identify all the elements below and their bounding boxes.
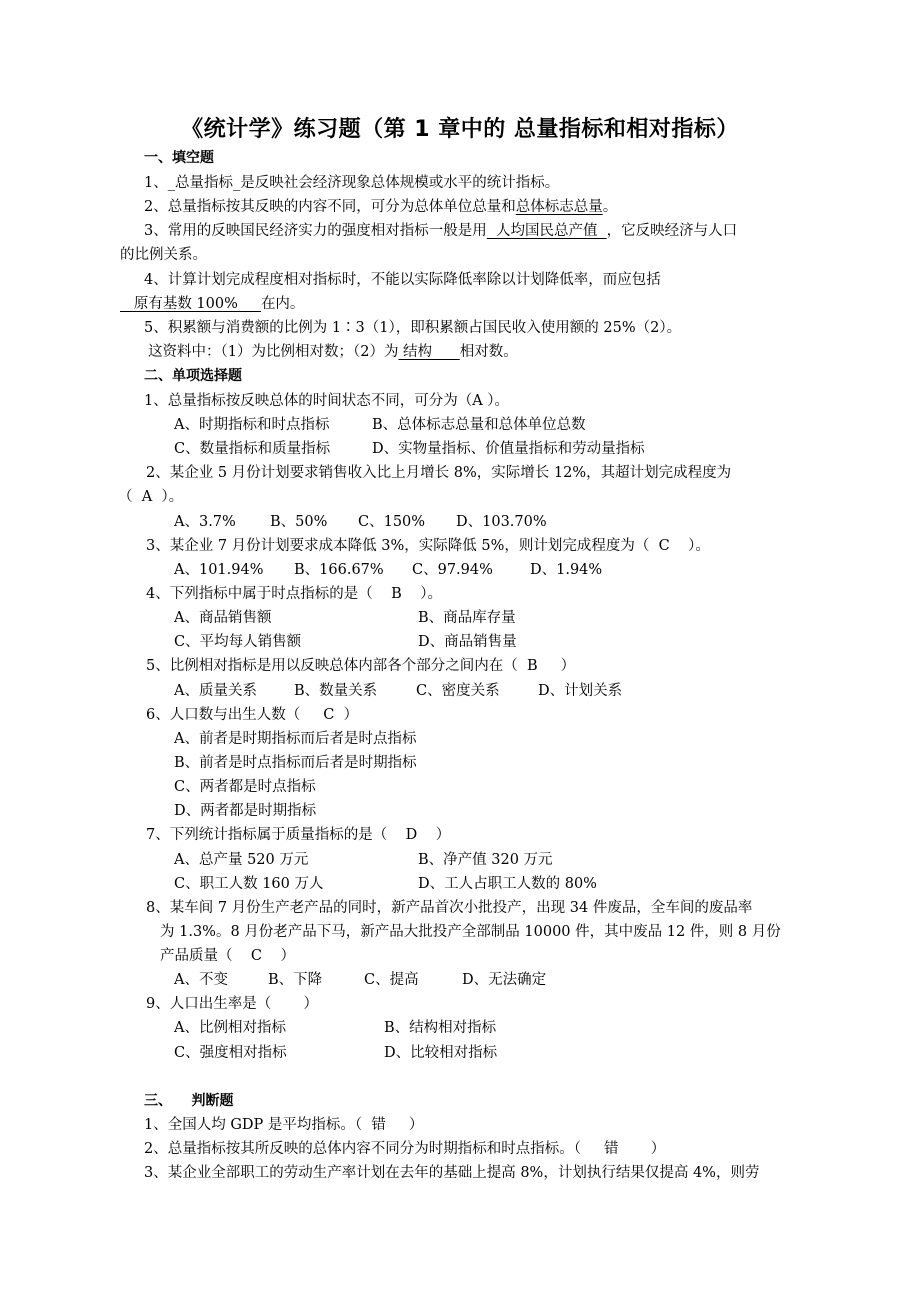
fill-question-2: 2、总量指标按其反映的内容不同，可分为总体单位总量和总体标志总量。 <box>144 199 618 215</box>
choice-question-9: 9、人口出生率是（ ） <box>146 996 318 1012</box>
choice-question-2-cont: （ A ）。 <box>118 489 184 505</box>
option-d: D、103.70% <box>456 514 547 530</box>
choice-question-8-cont2: 产品质量（ C ） <box>160 948 295 964</box>
choice-question-6: 6、人口数与出生人数（ C ） <box>146 707 359 723</box>
option-a: A、比例相对指标 <box>174 1020 286 1036</box>
judge-question-2: 2、总量指标按其所反映的总体内容不同分为时期指标和时点指标。（ 错 ） <box>144 1141 666 1157</box>
option-c: C、职工人数 160 万人 <box>174 876 324 892</box>
judge-question-3: 3、某企业全部职工的劳动生产率计划在去年的基础上提高 8%，计划执行结果仅提高 4%，则劳 <box>144 1165 760 1181</box>
option-b: B、166.67% <box>294 562 384 578</box>
answer-blank: 原有基数 100% <box>120 296 261 312</box>
choice-question-2: 2、某企业 5 月份计划要求销售收入比上月增长 8%，实际增长 12%，其超计划完成程度为 <box>146 465 732 481</box>
page-title: 《统计学》练习题（第 1 章中的 总量指标和相对指标） <box>181 117 739 142</box>
option-b: B、商品库存量 <box>418 610 516 626</box>
option-d: D、比较相对指标 <box>384 1045 498 1061</box>
choice-question-8: 8、某车间 7 月份生产老产品的同时，新产品首次小批投产，出现 34 件废品，全车间的废品率 <box>146 900 753 916</box>
fill-question-1: 1、_总量指标_是反映社会经济现象总体规模或水平的统计指标。 <box>144 175 560 191</box>
fill-question-5: 5、积累额与消费额的比例为 1∶3（1），即积累额占国民收入使用额的 25%（2）。 <box>144 320 682 336</box>
answer-blank: 人均国民总产值 <box>486 223 607 239</box>
choice-question-8-cont: 为 1.3%。8 月份老产品下马，新产品大批投产全部制品 10000 件，其中废品 12 件，则 8 月份 <box>160 924 781 940</box>
option-d: D、1.94% <box>530 562 603 578</box>
option-c: C、密度关系 <box>416 683 500 699</box>
option-a: A、总产量 520 万元 <box>174 852 309 868</box>
option-a: A、质量关系 <box>174 683 257 699</box>
option-c: C、强度相对指标 <box>174 1045 287 1061</box>
option-a: A、3.7% <box>174 514 236 530</box>
option-b: B、下降 <box>268 972 323 988</box>
option-b: B、净产值 320 万元 <box>418 852 553 868</box>
option-a: A、前者是时期指标而后者是时点指标 <box>174 731 417 747</box>
choice-question-5: 5、比例相对指标是用以反映总体内部各个部分之间内在（ B ） <box>146 658 576 674</box>
option-d: D、无法确定 <box>462 972 547 988</box>
option-b: B、数量关系 <box>294 683 378 699</box>
option-a: A、时期指标和时点指标 <box>174 417 330 433</box>
option-d: D、工人占职工人数的 80% <box>418 876 597 892</box>
answer-blank: 总体标志总量 <box>515 199 603 215</box>
option-d: D、计划关系 <box>538 683 623 699</box>
option-b: B、结构相对指标 <box>384 1020 497 1036</box>
fill-question-3-cont: 的比例关系。 <box>120 247 207 263</box>
choice-question-3: 3、某企业 7 月份计划要求成本降低 3%，实际降低 5%，则计划完成程度为（ C ）。 <box>146 538 710 554</box>
choice-question-7: 7、下列统计指标属于质量指标的是（ D ） <box>146 827 451 843</box>
choice-question-1: 1、总量指标按反映总体的时间状态不同，可分为（A ）。 <box>144 393 510 409</box>
fill-question-4: 4、计算计划完成程度相对指标时，不能以实际降低率除以计划降低率，而应包括 <box>144 272 661 288</box>
option-c: C、平均每人销售额 <box>174 634 302 650</box>
section-heading-true-false: 三、 判断题 <box>144 1093 234 1109</box>
option-c: C、150% <box>358 514 426 530</box>
option-d: D、商品销售量 <box>418 634 517 650</box>
fill-question-5-cont: 这资料中：（1）为比例相对数；（2）为 结构 相对数。 <box>148 344 518 360</box>
option-c: C、提高 <box>364 972 419 988</box>
judge-question-1: 1、全国人均 GDP 是平均指标。（ 错 ） <box>144 1117 424 1133</box>
section-heading-fill: 一、填空题 <box>144 150 214 166</box>
option-d: D、实物量指标、价值量指标和劳动量指标 <box>372 441 645 457</box>
fill-question-4-cont: 原有基数 100% 在内。 <box>120 296 305 312</box>
option-a: A、不变 <box>174 972 228 988</box>
option-c: C、两者都是时点指标 <box>174 779 316 795</box>
option-b: B、前者是时点指标而后者是时期指标 <box>174 755 417 771</box>
option-c: C、数量指标和质量指标 <box>174 441 331 457</box>
option-b: B、50% <box>270 514 328 530</box>
option-d: D、两者都是时期指标 <box>174 803 317 819</box>
option-a: A、101.94% <box>174 562 264 578</box>
fill-question-3: 3、常用的反映国民经济实力的强度相对指标一般是用 人均国民总产值 ，它反映经济与人口 <box>144 223 738 239</box>
option-b: B、总体标志总量和总体单位总数 <box>372 417 586 433</box>
option-a: A、商品销售额 <box>174 610 272 626</box>
section-heading-single-choice: 二、单项选择题 <box>144 368 242 384</box>
answer-blank: 结构 <box>398 344 460 360</box>
option-c: C、97.94% <box>412 562 493 578</box>
choice-question-4: 4、下列指标中属于时点指标的是（ B ）。 <box>146 586 443 602</box>
